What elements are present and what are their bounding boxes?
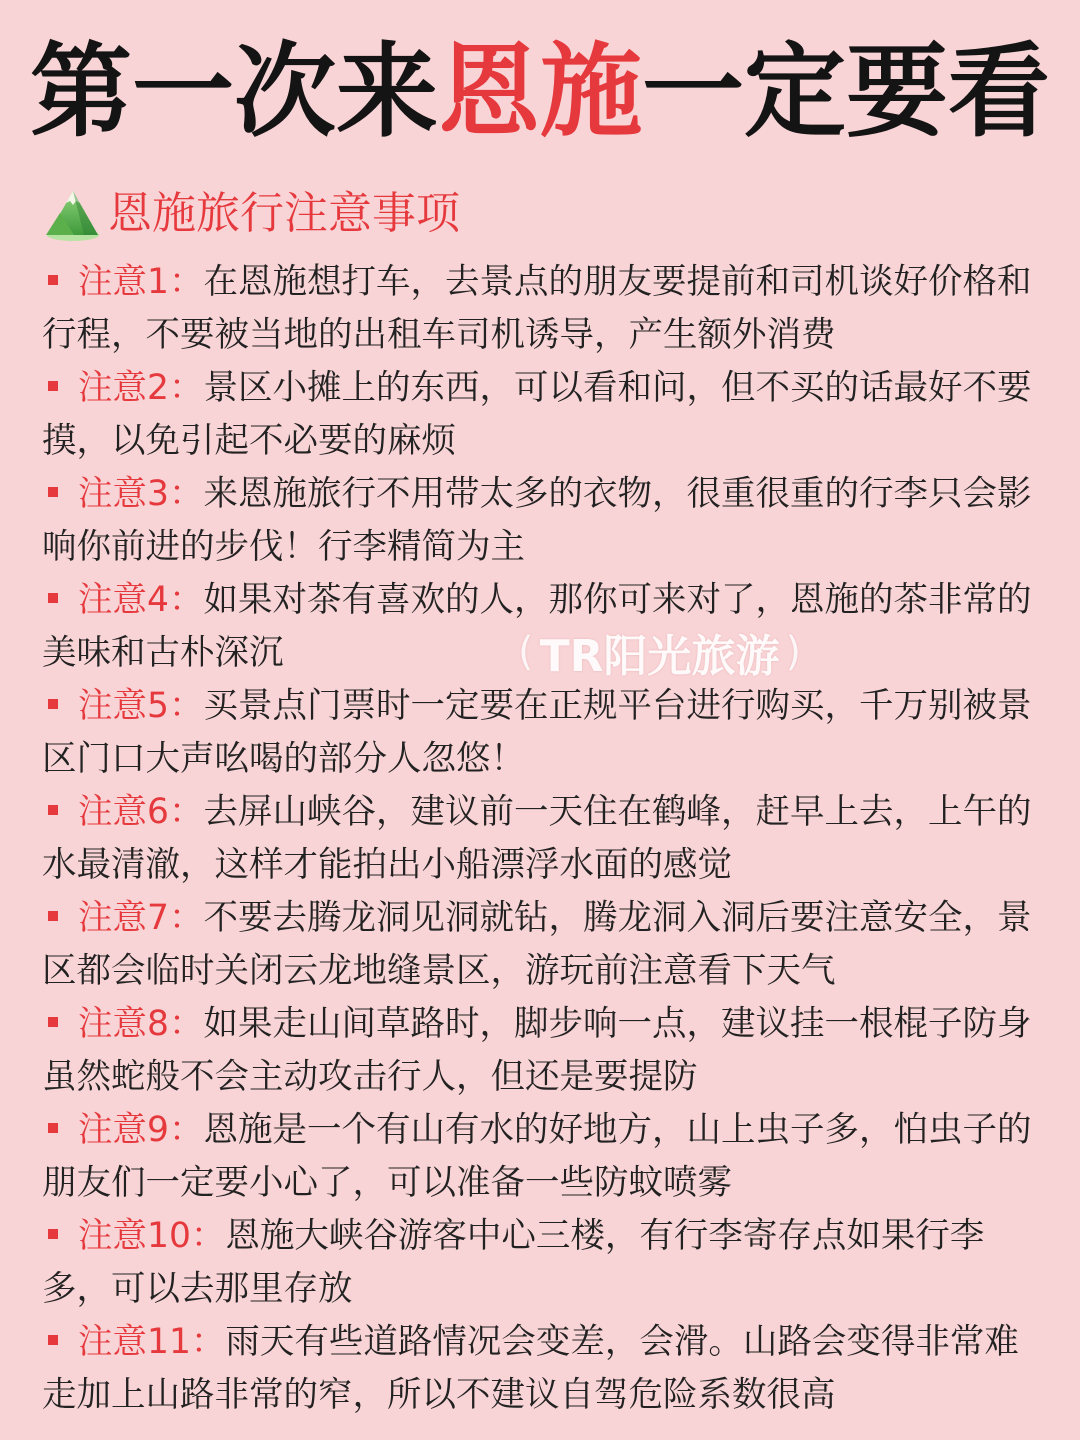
watermark-open-paren: (: [518, 629, 534, 675]
note-item: [42, 362, 1042, 468]
mountain-icon: [44, 185, 102, 243]
note-text: 恩施是一个有山有水的好地方，山上虫子多，怕虫子的朋友们一定要小心了，可以准备一些防蚊喷雾: [42, 1110, 1032, 1203]
watermark: [512, 622, 807, 682]
note-text: 买景点门票时一定要在正规平台进行购买，千万别被景区门口大声吆喝的部分人忽悠！: [42, 686, 1032, 779]
bullet-icon: [48, 805, 58, 815]
note-label: 注意7：: [78, 898, 204, 938]
note-item: [42, 680, 1042, 786]
note-text: 来恩施旅行不用带太多的衣物，很重很重的行李只会影响你前进的步伐！行李精简为主: [42, 474, 1032, 567]
bullet-icon: [48, 699, 58, 709]
notes-list: [42, 256, 1042, 1422]
title-part-3: 一定要看: [642, 33, 1050, 152]
page-title: [0, 28, 1080, 158]
note-label: 注意2：: [78, 368, 204, 408]
note-label: 注意8：: [78, 1004, 204, 1044]
note-item: [42, 256, 1042, 362]
note-item: [42, 1210, 1042, 1316]
bullet-icon: [48, 1229, 58, 1239]
note-label: 注意5：: [78, 686, 204, 726]
note-label: 注意4：: [78, 580, 204, 620]
bullet-icon: [48, 487, 58, 497]
note-label: 注意10：: [78, 1216, 226, 1256]
section-header: [44, 184, 460, 244]
note-item: [42, 1316, 1042, 1422]
bullet-icon: [48, 381, 58, 391]
note-text: 如果对茶有喜欢的人，那你可来对了，恩施的茶非常的美味和古朴深沉: [42, 580, 1032, 673]
note-text: 去屏山峡谷，建议前一天住在鹤峰，赶早上去，上午的水最清澈，这样才能拍出小船漂浮水面的感觉: [42, 792, 1032, 885]
note-text: 恩施大峡谷游客中心三楼，有行李寄存点如果行李多，可以去那里存放: [42, 1216, 985, 1309]
bullet-icon: [48, 1123, 58, 1133]
section-title: 恩施旅行注意事项: [108, 188, 460, 239]
note-label: 注意6：: [78, 792, 204, 832]
note-text: 不要去腾龙洞见洞就钻，腾龙洞入洞后要注意安全，景区都会临时关闭云龙地缝景区，游玩前注意看下天气: [42, 898, 1032, 991]
note-item: [42, 1104, 1042, 1210]
title-part-1: 第一次来: [30, 33, 438, 152]
note-item: [42, 998, 1042, 1104]
watermark-text: TR阳光旅游: [539, 631, 780, 682]
note-label: 注意9：: [78, 1110, 204, 1150]
title-highlight: 恩施: [438, 33, 642, 152]
note-text: 雨天有些道路情况会变差，会滑。山路会变得非常难走加上山路非常的窄，所以不建议自驾危险系数很高: [42, 1322, 1019, 1415]
bullet-icon: [48, 911, 58, 921]
watermark-close-paren: ): [785, 629, 802, 675]
note-text: 在恩施想打车，去景点的朋友要提前和司机谈好价格和行程，不要被当地的出租车司机诱导，产生额外消费: [42, 262, 1032, 355]
bullet-icon: [48, 1017, 58, 1027]
note-label: 注意1：: [78, 262, 204, 302]
note-item: [42, 468, 1042, 574]
bullet-icon: [48, 275, 58, 285]
note-text: 景区小摊上的东西，可以看和问，但不买的话最好不要摸，以免引起不必要的麻烦: [42, 368, 1032, 461]
note-label: 注意3：: [78, 474, 204, 514]
note-label: 注意11：: [78, 1322, 226, 1362]
note-item: [42, 892, 1042, 998]
bullet-icon: [48, 1335, 58, 1345]
bullet-icon: [48, 593, 58, 603]
note-text: 如果走山间草路时，脚步响一点，建议挂一根棍子防身虽然蛇般不会主动攻击行人，但还是要提防: [42, 1004, 1032, 1097]
note-item: [42, 786, 1042, 892]
